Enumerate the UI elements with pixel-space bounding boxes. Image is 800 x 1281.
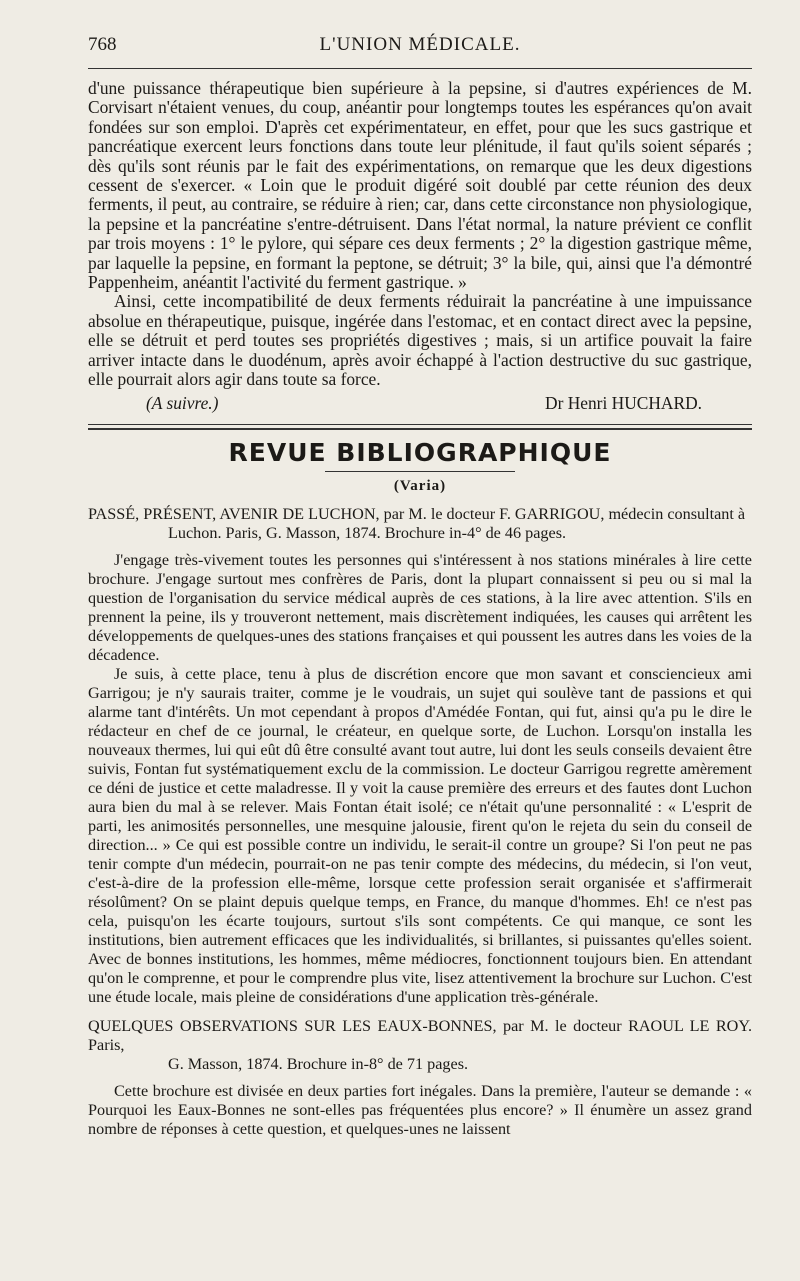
article-signoff	[88, 392, 752, 414]
bibliography-entry-title	[88, 505, 752, 543]
review-body	[88, 1082, 752, 1139]
review-paragraph: Cette brochure est divisée en deux parties fort inégales. Dans la première, l'auteur se demande : « Pourquoi les Eaux-Bonnes ne sont-elles pas fréquentées plus encore? » Il énumère un assez grand nombre de réponses à cette question, et quelques-unes ne laissent	[88, 1081, 752, 1138]
entry-publication-details: G. Masson, 1874. Brochure in-8° de 71 pages.	[168, 1054, 469, 1073]
entry-publication-details: Luchon. Paris, G. Masson, 1874. Brochure in-4° de 46 pages.	[168, 523, 567, 542]
running-head	[88, 30, 752, 62]
article-paragraph: Ainsi, cette incompatibilité de deux ferments réduirait la pancréatine à une impuissance absolue en thérapeutique, puisque, ingérée dans l'estomac, et en contact direct avec la pepsine, elle se détruit et perd toutes ses propriétés digestives ; mais, si un artifice pouvait la faire arriver intacte dans le duodénum, après avoir échappé à l'action destructive du suc gastrique, elle pourrait alors agir dans toute sa force.	[88, 291, 752, 390]
review-paragraph: J'engage très-vivement toutes les personnes qui s'intéressent à nos stations minérales à lire cette brochure. J'engage surtout mes confrères de Paris, dont la plupart connaissent si peu ou si mal la question de l'organisation du service médical auprès de ces stations, à la lire avec attention. S'ils en prennent la peine, ils y trouveront nettement, mais discrètement indiquées, les causes qui arrêtent les développements de quelques-unes des stations françaises et qui poussent les autres dans les voies de la décadence.	[88, 550, 752, 664]
article-body	[88, 79, 752, 390]
section-title: REVUE BIBLIOGRAPHIQUE	[228, 437, 612, 467]
bibliography-entry-title	[88, 1017, 752, 1074]
entry-title-line: QUELQUES OBSERVATIONS SUR LES EAUX-BONNES, par M. le docteur RAOUL LE ROY. Paris,	[88, 1016, 752, 1054]
review-paragraph: Je suis, à cette place, tenu à plus de discrétion encore que mon savant et consciencieux ami Garrigou; je n'y saurais traiter, comme je le voudrais, un sujet qui soulève tant de passions et qui alarme tant d'intérêts. Un mot cependant à propos d'Amédée Fontan, qui fut, ainsi qu'a pu le dire le rédacteur en chef de ce journal, le créateur, en quelque sorte, de Luchon. Lorsqu'on installa les nouveaux thermes, lui qui eût dû être consulté avant tout autre, lui dont les seuls conseils devaient être suivis, Fontan fut systématiquement exclu de la commission. Le docteur Garrigou regrette amèrement ce déni de justice et cette maladresse. Il y voit la cause première des erreurs et des fautes dont Luchon aura bien du mal à se relever. Mais Fontan était isolé; ce n'était qu'une personnalité : « L'esprit de parti, les animosités personnelles, une mesquine jalousie, firent qu'on le rejeta du sein du conseil de direction... » Ce qui est possible contre un individu, le serait-il contre un groupe? Si l'on peut ne pas tenir compte d'un médecin, pourrait-on ne pas tenir compte des médecins, du médecin, si l'on veut, c'est-à-dire de la profession elle-même, lorsque cette profession serait organisée et s'affirmerait résolûment? On se plaint depuis quelque temps, en France, du manque d'hommes. Eh! ce n'est pas cela, puisqu'on les écarte toujours, surtout s'ils sont compétents. Ce qui manque, ce sont les institutions, bien autrement efficaces que les individualités, si brillantes, si puissantes qu'elles soient. Avec de bonnes institutions, les hommes, même médiocres, fonctionnent toujours bien. En attendant qu'on le comprenne, et pour le comprendre plus vite, lisez attentivement la brochure sur Luchon. C'est une étude locale, mais pleine de considérations d'une application très-générale.	[88, 664, 752, 1006]
section-subtitle: (Varia)	[393, 477, 447, 494]
to-be-continued: (A suivre.)	[146, 392, 219, 413]
author-signature: Dr Henri HUCHARD.	[545, 392, 702, 413]
header-rule	[88, 68, 752, 69]
entry-title-line: PASSÉ, PRÉSENT, AVENIR DE LUCHON, par M. le docteur F. GARRIGOU, médecin consultant à	[88, 504, 746, 523]
page-number: 768	[88, 34, 117, 55]
review-body	[88, 551, 752, 1007]
journal-title: L'UNION MÉDICALE.	[319, 34, 521, 55]
article-paragraph: d'une puissance thérapeutique bien supérieure à la pepsine, si d'autres expériences de M. Corvisart n'étaient venues, du coup, anéantir pour longtemps toutes les espérances qu'on avait fondées sur son emploi. D'après cet expérimentateur, en effet, pour que les sucs gastrique et pancréatique exercent leurs fonctions dans toute leur plénitude, il faut qu'ils soient séparés ; dès qu'ils sont réunis par le fait des expérimentations, on remarque que les deux digestions cessent de s'exercer. « Loin que le produit digéré soit doublé par cette réunion des deux ferments, il peut, au contraire, se réduire à rien; car, dans cette circonstance non physiologique, la pepsine et la pancréatine s'entre-détruisent. Dans l'état normal, la nature prévient ce conflit par trois moyens : 1° le pylore, qui sépare ces deux ferments ; 2° la digestion gastrique même, par laquelle la pepsine, en formant la peptone, se détruit; 3° la bile, qui, ainsi que l'a démontré Pappenheim, anéantit l'activité du ferment gastrique. »	[88, 78, 752, 293]
title-underline	[325, 471, 515, 472]
section-divider	[88, 424, 752, 430]
